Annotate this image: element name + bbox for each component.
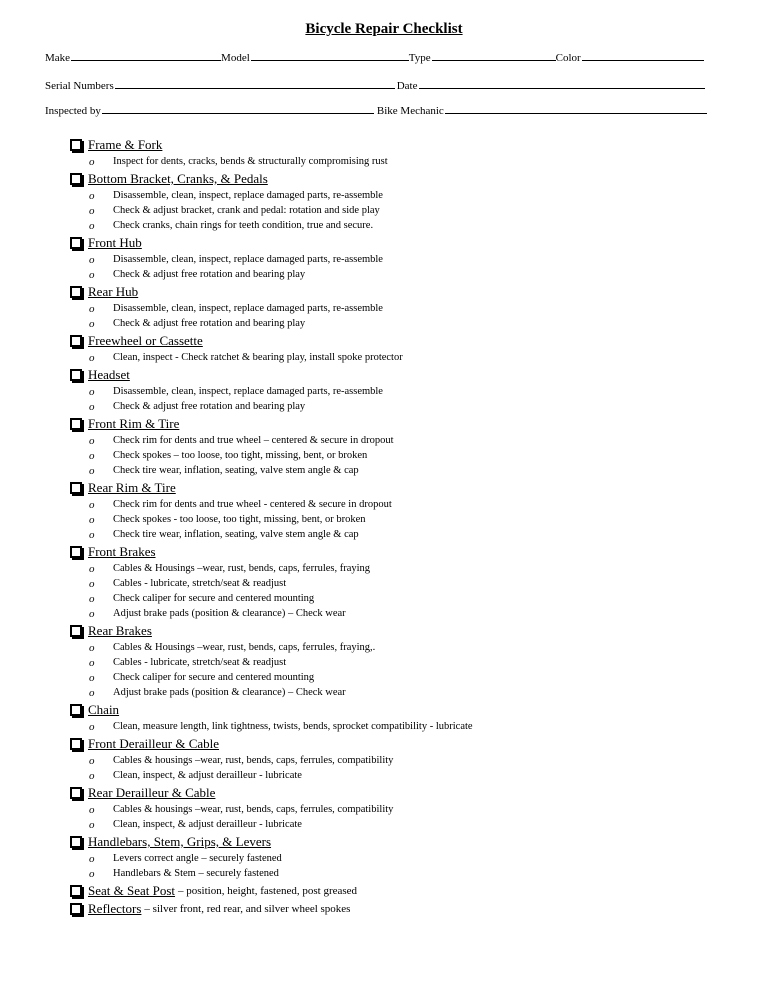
checklist-item xyxy=(70,366,750,414)
checklist-item xyxy=(70,900,750,918)
bullet-icon: o xyxy=(89,449,95,462)
bullet-icon: o xyxy=(89,385,95,398)
sub-item xyxy=(89,399,750,414)
sub-item-text: Check tire wear, inflation, seating, valve stem angle & cap xyxy=(113,465,359,476)
sub-item-text: Check & adjust bracket, crank and pedal: rotation and side play xyxy=(113,205,380,216)
checklist-item-header xyxy=(70,170,750,188)
checklist-item-header xyxy=(70,479,750,497)
checkbox-icon[interactable] xyxy=(70,286,82,298)
date-label: Date xyxy=(396,80,418,92)
checklist-item-title: Seat & Seat Post xyxy=(88,883,176,898)
sub-item xyxy=(89,802,750,817)
bullet-icon: o xyxy=(89,818,95,831)
sub-item-text: Check & adjust free rotation and bearing play xyxy=(113,318,306,329)
sub-item xyxy=(89,576,750,591)
checklist-item-header xyxy=(70,622,750,640)
bullet-icon: o xyxy=(89,317,95,330)
sub-item-text: Clean, measure length, link tightness, twists, bends, sprocket compatibility - lubricate xyxy=(113,721,473,732)
inspected-by-field[interactable] xyxy=(102,113,374,114)
sub-item-text: Inspect for dents, cracks, bends & structurally compromising rust xyxy=(113,156,388,167)
sub-item-list xyxy=(89,561,750,621)
sub-item-text: Check rim for dents and true wheel – centered & secure in dropout xyxy=(113,435,394,446)
checkbox-icon[interactable] xyxy=(70,369,82,381)
checklist-item-title: Handlebars, Stem, Grips, & Levers xyxy=(88,834,272,849)
sub-item xyxy=(89,497,750,512)
bullet-icon: o xyxy=(89,253,95,266)
serial-numbers-label: Serial Numbers xyxy=(45,80,114,92)
color-field[interactable] xyxy=(582,60,704,61)
color-label: Color xyxy=(555,52,581,64)
checklist-item-title: Bottom Bracket, Cranks, & Pedals xyxy=(88,171,268,186)
sub-item-text: Disassemble, clean, inspect, replace damaged parts, re-assemble xyxy=(113,254,383,265)
sub-item xyxy=(89,448,750,463)
bike-mechanic-label: Bike Mechanic xyxy=(376,105,444,117)
sub-item-list xyxy=(89,188,750,233)
checklist-item-header xyxy=(70,900,750,918)
checklist-item-title: Chain xyxy=(88,702,120,717)
sub-item-text: Cables - lubricate, stretch/seat & readjust xyxy=(113,657,287,668)
bullet-icon: o xyxy=(89,656,95,669)
sub-item xyxy=(89,252,750,267)
make-label: Make xyxy=(45,52,71,64)
checkbox-icon[interactable] xyxy=(70,482,82,494)
sub-item-text: Check caliper for secure and centered mounting xyxy=(113,593,315,604)
checklist-item xyxy=(70,332,750,365)
bullet-icon: o xyxy=(89,641,95,654)
checklist-item-title: Reflectors xyxy=(88,901,142,916)
checklist-item-title: Front Rim & Tire xyxy=(88,416,180,431)
sub-item xyxy=(89,301,750,316)
sub-item xyxy=(89,851,750,866)
checklist-item-header xyxy=(70,882,750,900)
bullet-icon: o xyxy=(89,189,95,202)
bullet-icon: o xyxy=(89,351,95,364)
model-label: Model xyxy=(221,52,250,64)
page-title: Bicycle Repair Checklist xyxy=(305,21,463,37)
sub-item xyxy=(89,384,750,399)
sub-item xyxy=(89,866,750,881)
checklist-item xyxy=(70,479,750,542)
sub-item-text: Disassemble, clean, inspect, replace damaged parts, re-assemble xyxy=(113,303,383,314)
checklist-item-note: – silver front, red rear, and silver wheel spokes xyxy=(144,903,351,915)
sub-item xyxy=(89,591,750,606)
checkbox-icon[interactable] xyxy=(70,139,82,151)
checklist-item-header xyxy=(70,366,750,384)
sub-item-list xyxy=(89,154,750,169)
sub-item xyxy=(89,527,750,542)
sub-item-text: Adjust brake pads (position & clearance) – Check wear xyxy=(113,687,346,698)
sub-item-list xyxy=(89,433,750,478)
sub-item-list xyxy=(89,301,750,331)
checklist-item xyxy=(70,283,750,331)
sub-item-text: Check tire wear, inflation, seating, valve stem angle & cap xyxy=(113,529,359,540)
sub-item xyxy=(89,316,750,331)
type-label: Type xyxy=(408,52,431,64)
bullet-icon: o xyxy=(89,513,95,526)
checkbox-icon[interactable] xyxy=(70,335,82,347)
checklist-item-header xyxy=(70,833,750,851)
sub-item xyxy=(89,218,750,233)
checklist-item-header xyxy=(70,543,750,561)
sub-item-text: Handlebars & Stem – securely fastened xyxy=(113,868,279,879)
sub-item xyxy=(89,433,750,448)
checklist-item xyxy=(70,784,750,832)
bullet-icon: o xyxy=(89,302,95,315)
checklist-item-title: Rear Rim & Tire xyxy=(88,480,176,495)
sub-item-text: Check spokes - too loose, too tight, missing, bent, or broken xyxy=(113,514,366,525)
sub-item-text: Disassemble, clean, inspect, replace damaged parts, re-assemble xyxy=(113,190,383,201)
field-row-make xyxy=(45,48,725,64)
bullet-icon: o xyxy=(89,219,95,232)
checklist-item xyxy=(70,833,750,881)
sub-item xyxy=(89,655,750,670)
sub-item xyxy=(89,561,750,576)
type-field[interactable] xyxy=(432,60,556,61)
sub-item xyxy=(89,719,750,734)
sub-item-text: Cables & housings –wear, rust, bends, caps, ferrules, compatibility xyxy=(113,804,394,815)
checklist-item xyxy=(70,543,750,621)
bullet-icon: o xyxy=(89,852,95,865)
date-field[interactable] xyxy=(419,88,705,89)
checklist-item-header xyxy=(70,415,750,433)
checklist-item-title: Front Brakes xyxy=(88,544,156,559)
sub-item-list xyxy=(89,252,750,282)
sub-item-text: Cables & housings –wear, rust, bends, caps, ferrules, compatibility xyxy=(113,755,394,766)
bullet-icon: o xyxy=(89,268,95,281)
sub-item xyxy=(89,753,750,768)
checklist-item-header xyxy=(70,234,750,252)
bullet-icon: o xyxy=(89,769,95,782)
serial-numbers-field[interactable] xyxy=(115,88,395,89)
sub-item-text: Check & adjust free rotation and bearing play xyxy=(113,401,306,412)
bullet-icon: o xyxy=(89,686,95,699)
sub-item-list xyxy=(89,497,750,542)
bullet-icon: o xyxy=(89,498,95,511)
bullet-icon: o xyxy=(89,577,95,590)
sub-item-list xyxy=(89,753,750,783)
model-field[interactable] xyxy=(251,60,409,61)
sub-item-text: Disassemble, clean, inspect, replace damaged parts, re-assemble xyxy=(113,386,383,397)
checkbox-icon[interactable] xyxy=(70,237,82,249)
sub-item-list xyxy=(89,719,750,734)
sub-item xyxy=(89,817,750,832)
sub-item-text: Clean, inspect, & adjust derailleur - lubricate xyxy=(113,819,302,830)
field-row-inspected xyxy=(45,101,725,117)
checkbox-icon[interactable] xyxy=(70,903,82,915)
checklist-item xyxy=(70,622,750,700)
bullet-icon: o xyxy=(89,562,95,575)
checklist-item xyxy=(70,701,750,734)
checklist-item-header xyxy=(70,701,750,719)
sub-item-text: Cables & Housings –wear, rust, bends, caps, ferrules, fraying,. xyxy=(113,642,376,653)
bullet-icon: o xyxy=(89,867,95,880)
sub-item xyxy=(89,512,750,527)
checklist-item-title: Front Hub xyxy=(88,235,142,250)
sub-item xyxy=(89,463,750,478)
sub-item-list xyxy=(89,851,750,881)
checklist-item-header xyxy=(70,784,750,802)
inspected-by-label: Inspected by xyxy=(45,105,101,117)
checklist-item-note: – position, height, fastened, post greased xyxy=(178,885,358,897)
sub-item xyxy=(89,267,750,282)
bullet-icon: o xyxy=(89,607,95,620)
checklist-item xyxy=(70,136,750,169)
bullet-icon: o xyxy=(89,754,95,767)
sub-item-text: Check cranks, chain rings for teeth condition, true and secure. xyxy=(113,220,374,231)
sub-item-text: Check rim for dents and true wheel - centered & secure in dropout xyxy=(113,499,392,510)
sub-item xyxy=(89,606,750,621)
checklist-item-title: Freewheel or Cassette xyxy=(88,333,203,348)
checkbox-icon[interactable] xyxy=(70,625,82,637)
bullet-icon: o xyxy=(89,155,95,168)
checkbox-icon[interactable] xyxy=(70,546,82,558)
sub-item xyxy=(89,640,750,655)
sub-item-text: Cables & Housings –wear, rust, bends, caps, ferrules, fraying xyxy=(113,563,371,574)
checklist-item xyxy=(70,415,750,478)
checklist-item-title: Rear Derailleur & Cable xyxy=(88,785,216,800)
checklist-item-header xyxy=(70,735,750,753)
sub-item-text: Levers correct angle – securely fastened xyxy=(113,853,282,864)
bullet-icon: o xyxy=(89,400,95,413)
bullet-icon: o xyxy=(89,671,95,684)
checkbox-icon[interactable] xyxy=(70,173,82,185)
bullet-icon: o xyxy=(89,803,95,816)
checklist-item xyxy=(70,170,750,233)
sub-item xyxy=(89,154,750,169)
sub-item-list xyxy=(89,350,750,365)
checklist-item-header xyxy=(70,283,750,301)
checklist-item-title: Frame & Fork xyxy=(88,137,163,152)
bullet-icon: o xyxy=(89,204,95,217)
checklist-item-header xyxy=(70,136,750,154)
checkbox-icon[interactable] xyxy=(70,836,82,848)
checklist-item-title: Rear Hub xyxy=(88,284,139,299)
sub-item-text: Clean, inspect, & adjust derailleur - lubricate xyxy=(113,770,302,781)
bullet-icon: o xyxy=(89,434,95,447)
sub-item-text: Adjust brake pads (position & clearance) – Check wear xyxy=(113,608,346,619)
checklist xyxy=(70,136,750,918)
sub-item-text: Check caliper for secure and centered mounting xyxy=(113,672,315,683)
sub-item-text: Check & adjust free rotation and bearing play xyxy=(113,269,306,280)
sub-item-text: Cables - lubricate, stretch/seat & readjust xyxy=(113,578,287,589)
sub-item-list xyxy=(89,384,750,414)
sub-item xyxy=(89,768,750,783)
sub-item xyxy=(89,350,750,365)
bullet-icon: o xyxy=(89,528,95,541)
field-row-serial xyxy=(45,76,725,92)
checkbox-icon[interactable] xyxy=(70,738,82,750)
checklist-item-header xyxy=(70,332,750,350)
sub-item xyxy=(89,203,750,218)
checklist-item xyxy=(70,234,750,282)
checkbox-icon[interactable] xyxy=(70,418,82,430)
make-field[interactable] xyxy=(71,60,221,61)
bullet-icon: o xyxy=(89,592,95,605)
bullet-icon: o xyxy=(89,720,95,733)
sub-item-list xyxy=(89,640,750,700)
checklist-item-title: Headset xyxy=(88,367,130,382)
sub-item-list xyxy=(89,802,750,832)
checklist-item xyxy=(70,735,750,783)
bike-mechanic-field[interactable] xyxy=(445,113,707,114)
checkbox-icon[interactable] xyxy=(70,787,82,799)
sub-item xyxy=(89,670,750,685)
sub-item-text: Check spokes – too loose, too tight, missing, bent, or broken xyxy=(113,450,368,461)
checklist-item-title: Front Derailleur & Cable xyxy=(88,736,220,751)
checkbox-icon[interactable] xyxy=(70,704,82,716)
sub-item-text: Clean, inspect - Check ratchet & bearing play, install spoke protector xyxy=(113,352,403,363)
sub-item xyxy=(89,188,750,203)
bullet-icon: o xyxy=(89,464,95,477)
checklist-item xyxy=(70,882,750,900)
checklist-item-title: Rear Brakes xyxy=(88,623,152,638)
checkbox-icon[interactable] xyxy=(70,885,82,897)
sub-item xyxy=(89,685,750,700)
